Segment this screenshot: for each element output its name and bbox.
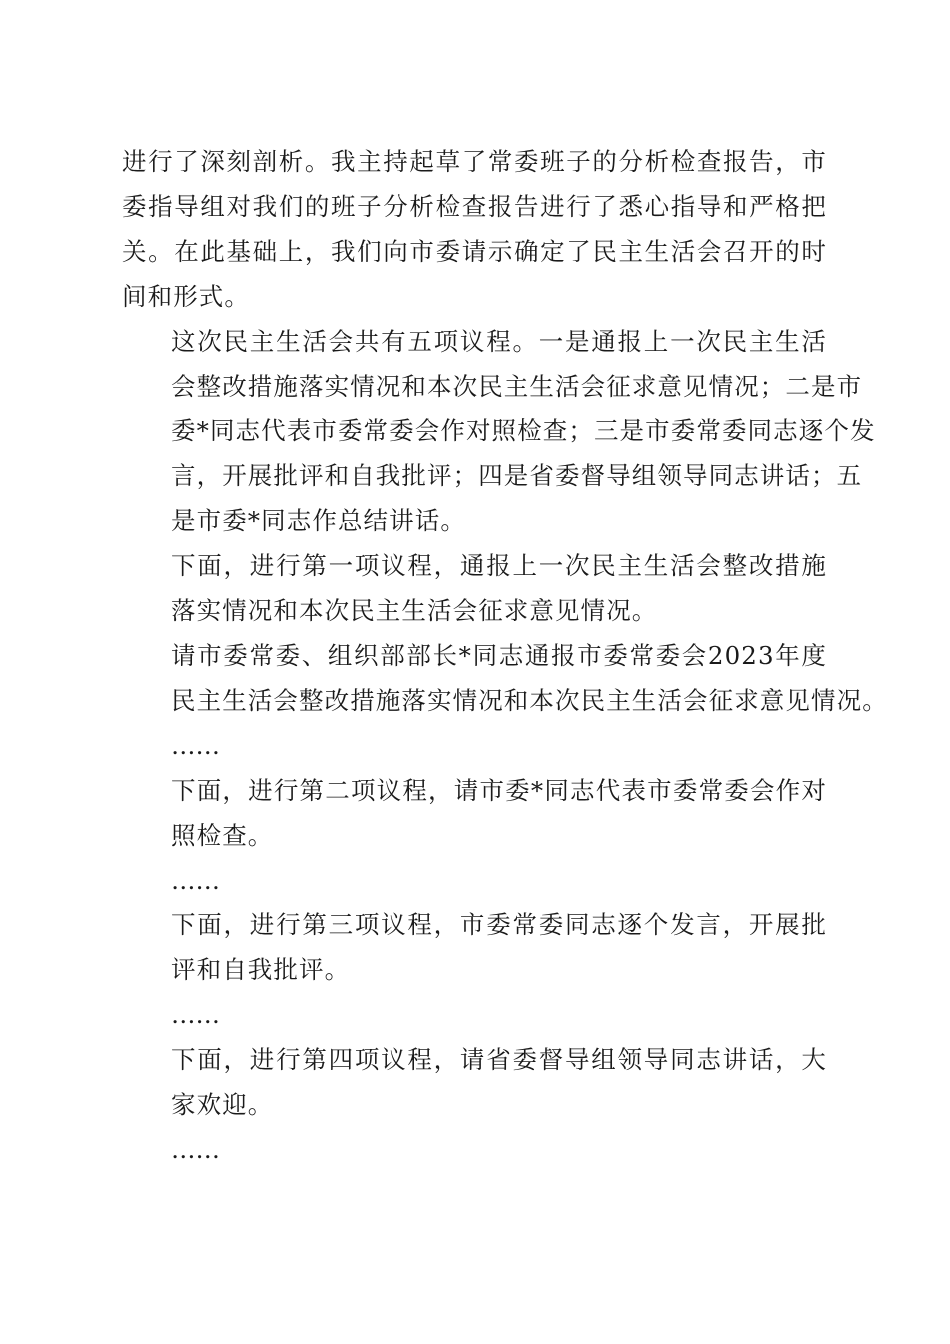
paragraph-1 [122,140,827,320]
paragraph-2-line-5: 是市委*同志作总结讲话。 [171,506,466,536]
paragraph-2-line-3: 委*同志代表市委常委会作对照检查；三是市委常委同志逐个发 [171,416,876,446]
paragraph-2-line-2: 会整改措施落实情况和本次民主生活会征求意见情况；二是市 [171,371,863,401]
ellipsis-1: …… [171,730,220,760]
paragraph-5-line-1: 下面，进行第二项议程，请市委*同志代表市委常委会作对 [171,775,827,805]
paragraph-5-line-2: 照检查。 [171,820,274,850]
paragraph-2-line-4: 言，开展批评和自我批评；四是省委督导组领导同志讲话；五 [171,461,863,491]
paragraph-6-line-1: 下面，进行第三项议程，市委常委同志逐个发言，开展批 [171,910,827,940]
paragraph-1-line-2: 委指导组对我们的班子分析检查报告进行了悉心指导和严格把 [122,191,827,221]
paragraph-3 [122,544,827,634]
document-body [122,140,888,1173]
paragraph-2-line-1: 这次民主生活会共有五项议程。一是通报上一次民主生活 [171,326,827,356]
paragraph-4-line-2: 民主生活会整改措施落实情况和本次民主生活会征求意见情况。 [171,685,888,715]
paragraph-4-line-1: 请市委常委、组织部部长*同志通报市委常委会2023年度 [171,640,827,670]
paragraph-7-line-2: 家欢迎。 [171,1090,274,1120]
paragraph-7-line-1: 下面，进行第四项议程，请省委督导组领导同志讲话，大 [171,1045,827,1075]
paragraph-1-line-3: 关。在此基础上，我们向市委请示确定了民主生活会召开的时 [122,236,827,266]
paragraph-1-line-4: 间和形式。 [122,281,250,311]
paragraph-2 [122,320,876,545]
ellipsis-4: …… [171,1134,220,1164]
ellipsis-2: …… [171,865,220,895]
ellipsis-3: …… [171,1000,220,1030]
paragraph-3-line-2: 落实情况和本次民主生活会征求意见情况。 [171,596,658,626]
paragraph-1-line-1: 进行了深刻剖析。我主持起草了常委班子的分析检查报告，市 [122,147,827,176]
paragraph-5 [122,769,827,859]
paragraph-4 [122,634,888,724]
paragraph-6-line-2: 评和自我批评。 [171,955,351,985]
paragraph-6 [122,903,827,993]
paragraph-3-line-1: 下面，进行第一项议程，通报上一次民主生活会整改措施 [171,551,827,581]
paragraph-7 [122,1038,827,1128]
